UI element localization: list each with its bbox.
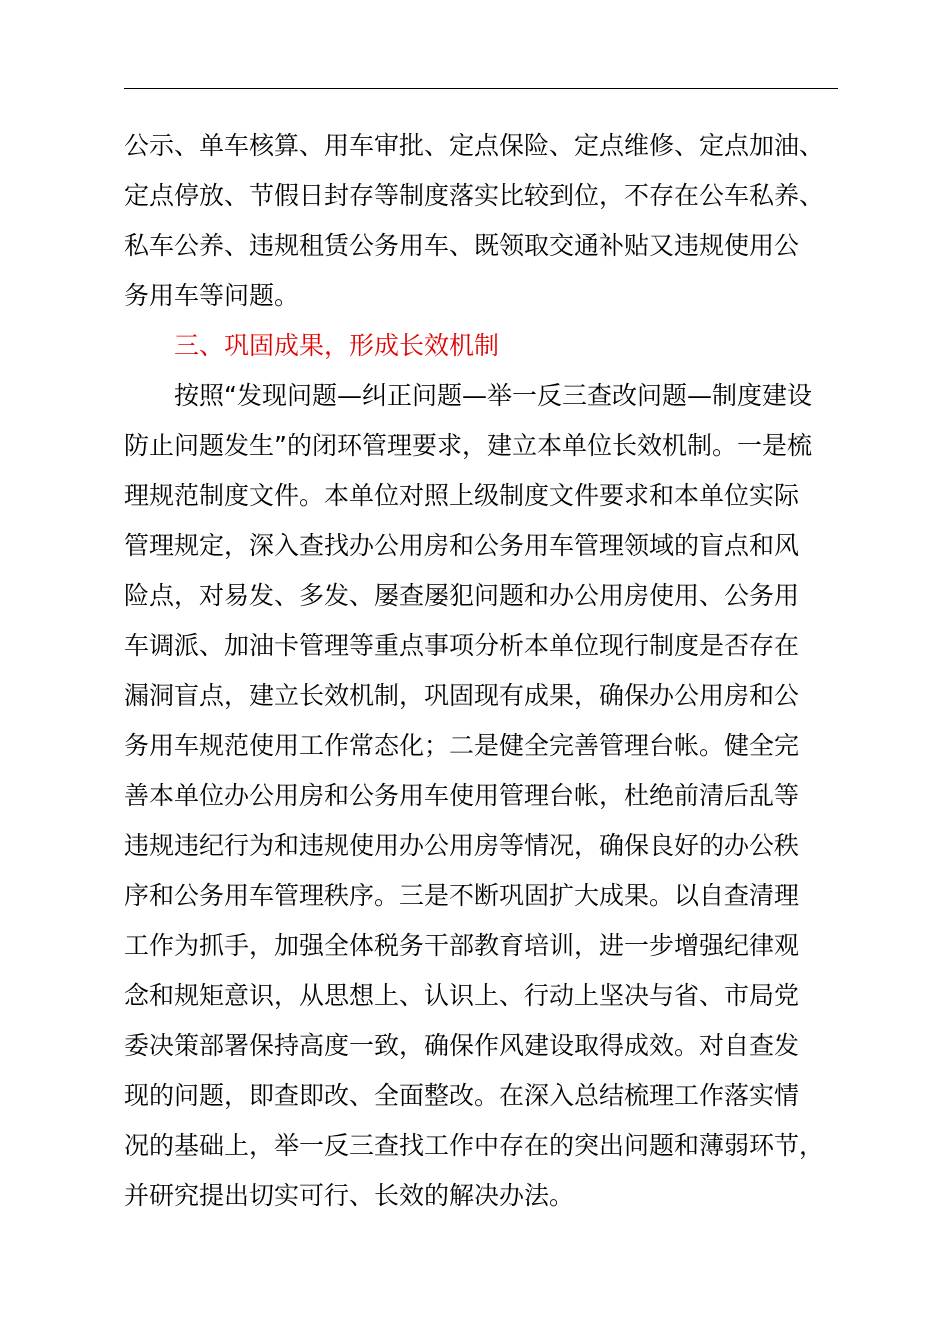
paragraph-line: 念和规矩意识，从思想上、认识上、行动上坚决与省、市局党 [124,981,800,1010]
paragraph-line: 按照“发现问题—纠正问题—举一反三查改问题—制度建设 [174,381,812,410]
paragraph-line: 定点停放、节假日封存等制度落实比较到位，不存在公车私养、 [124,181,825,210]
paragraph-line: 序和公务用车管理秩序。三是不断巩固扩大成果。以自查清理 [124,881,800,910]
paragraph-line: 公示、单车核算、用车审批、定点保险、定点维修、定点加油、 [124,131,825,160]
paragraph-line: 况的基础上，举一反三查找工作中存在的突出问题和薄弱环节， [124,1131,825,1160]
paragraph-line: 务用车规范使用工作常态化；二是健全完善管理台帐。健全完 [124,731,800,760]
header-rule [124,88,838,89]
paragraph-line: 漏洞盲点，建立长效机制，巩固现有成果，确保办公用房和公 [124,681,800,710]
paragraph-line: 务用车等问题。 [124,281,300,310]
paragraph-line: 工作为抓手，加强全体税务干部教育培训，进一步增强纪律观 [124,931,800,960]
paragraph-line: 险点，对易发、多发、屡查屡犯问题和办公用房使用、公务用 [124,581,800,610]
paragraph-line: 私车公养、违规租赁公务用车、既领取交通补贴又违规使用公 [124,231,800,260]
paragraph-line: 违规违纪行为和违规使用办公用房等情况，确保良好的办公秩 [124,831,800,860]
paragraph-line: 委决策部署保持高度一致，确保作风建设取得成效。对自查发 [124,1031,800,1060]
paragraph-line: 管理规定，深入查找办公用房和公务用车管理领域的盲点和风 [124,531,800,560]
paragraph-line: 现的问题，即查即改、全面整改。在深入总结梳理工作落实情 [124,1081,800,1110]
paragraph-line: 车调派、加油卡管理等重点事项分析本单位现行制度是否存在 [124,631,800,660]
paragraph-line: 善本单位办公用房和公务用车使用管理台帐，杜绝前清后乱等 [124,781,800,810]
paragraph-line: 理规范制度文件。本单位对照上级制度文件要求和本单位实际 [124,481,800,510]
section-heading: 三、巩固成果，形成长效机制 [174,331,500,360]
paragraph-line: 并研究提出切实可行、长效的解决办法。 [124,1181,575,1210]
paragraph-line: 防止问题发生”的闭环管理要求，建立本单位长效机制。一是梳 [124,431,812,460]
